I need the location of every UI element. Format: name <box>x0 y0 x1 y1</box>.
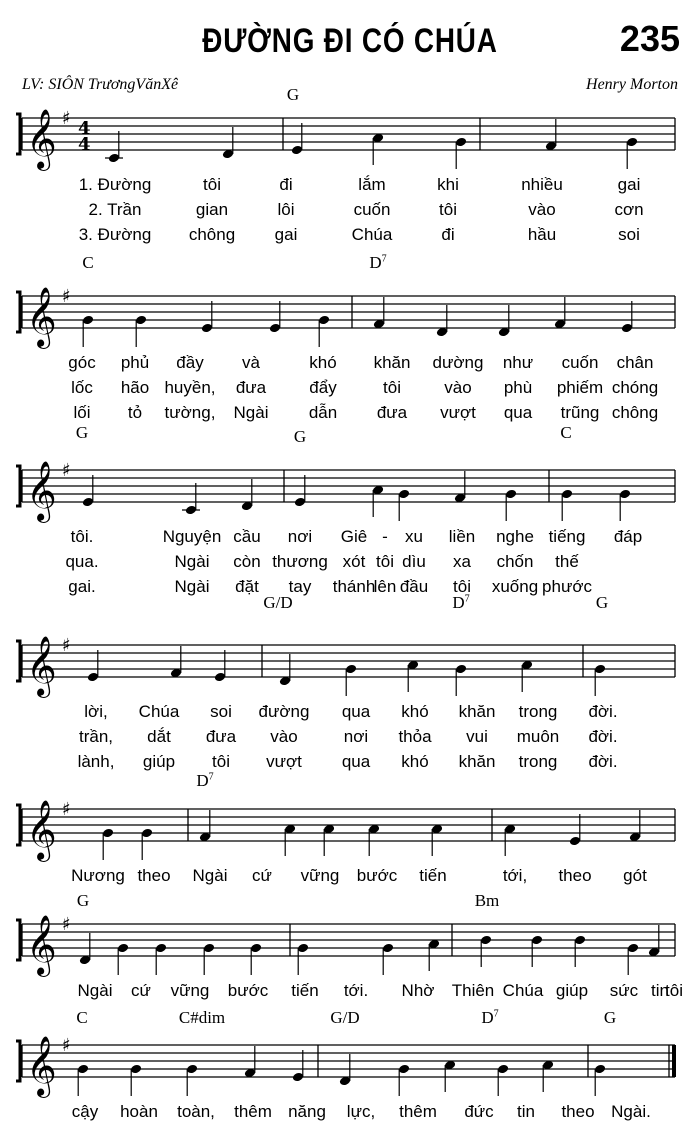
lyric-syllable: đưa <box>376 403 408 422</box>
lyric-syllable: nơi <box>287 527 313 546</box>
chord-extension: 7 <box>464 593 470 605</box>
chord-extension: 7 <box>493 1008 499 1020</box>
lyric-syllable: trong <box>518 702 558 721</box>
lyric-syllable: theo <box>137 866 171 885</box>
treble-clef-icon: 𝄞 <box>26 636 57 696</box>
chord-symbol: Bm <box>474 891 500 910</box>
system-bracket <box>16 1041 20 1081</box>
key-signature-sharp: ♯ <box>62 1035 71 1056</box>
chord-symbol: G <box>293 427 307 446</box>
lyric-syllable: trũng <box>560 403 600 422</box>
lyric-syllable: dìu <box>402 552 426 571</box>
lyric-syllable: vượt <box>266 752 302 771</box>
lyric-syllable: lôi <box>277 200 295 219</box>
lyric-syllable: lối <box>73 403 91 422</box>
lyric-syllable: giúp <box>142 752 176 771</box>
lyric-syllable: Nhờ <box>401 981 435 1000</box>
lyric-syllable: cơn <box>614 200 644 219</box>
lyric-syllable: cuốn <box>353 200 391 219</box>
lyric-syllable: nghe <box>496 527 534 546</box>
lyric-syllable: nơi <box>343 727 369 746</box>
lyric-syllable: thánh <box>332 577 376 596</box>
lyric-syllable: góc <box>68 353 96 372</box>
treble-clef-icon: 𝄞 <box>26 800 57 860</box>
lyric-syllable: chông <box>188 225 236 244</box>
lyric-syllable: đi <box>279 175 293 194</box>
system-bracket <box>16 114 20 154</box>
chord-symbol: G <box>76 891 90 910</box>
lyric-syllable: tường, <box>164 403 216 422</box>
chord-symbol: C#dim <box>178 1008 226 1027</box>
lyric-syllable: vui <box>466 727 488 746</box>
lyric-syllable: gian <box>195 200 229 219</box>
chord-extension: 7 <box>381 253 387 265</box>
lyric-syllable: huyền, <box>164 378 216 397</box>
lyric-syllable: Ngài <box>174 552 210 571</box>
lyric-syllable: Ngài <box>174 577 210 596</box>
lyric-syllable: đời. <box>588 727 618 746</box>
system-bracket <box>16 292 20 332</box>
time-signature-bottom: 4 <box>78 134 91 155</box>
lyric-syllable: tôi <box>203 175 221 194</box>
lyric-syllable: phù <box>503 378 533 397</box>
lyric-syllable: vào <box>270 727 298 746</box>
lyric-syllable: lành, <box>77 752 115 771</box>
chord-symbol: G <box>603 1008 617 1027</box>
lyric-syllable: trần, <box>78 727 114 746</box>
lyric-syllable: như <box>502 353 534 372</box>
lyric-syllable: tỏ <box>127 403 143 422</box>
lyric-syllable: năng <box>288 1102 326 1121</box>
chord-symbol: $D^7$ <box>452 593 470 612</box>
lyric-syllable: cứ <box>252 866 272 885</box>
lyric-syllable: tôi. <box>70 527 94 546</box>
chord-symbol: G <box>595 593 609 612</box>
lyric-syllable: cậy <box>71 1102 99 1121</box>
lyric-syllable: 2. Trần <box>88 200 142 219</box>
lyric-syllable: tôi <box>376 552 394 571</box>
lyric-syllable: lên <box>373 577 397 596</box>
lyric-syllable: phủ <box>120 353 150 372</box>
lyric-syllable: vào <box>528 200 556 219</box>
lyric-syllable: đẩy <box>309 378 337 397</box>
chord-symbol: G/D <box>263 593 293 612</box>
lyric-syllable: 3. Đường <box>78 225 152 244</box>
treble-clef-icon: 𝄞 <box>26 109 57 169</box>
lyric-syllable: gai <box>274 225 298 244</box>
lyric-syllable: chân <box>616 353 654 372</box>
lyric-syllable: liền <box>448 527 476 546</box>
lyric-syllable: toàn, <box>177 1102 215 1121</box>
system-bracket <box>16 920 20 960</box>
lyric-syllable: đưa <box>235 378 267 397</box>
lyric-syllable: phước <box>542 577 592 596</box>
lyric-syllable: qua <box>503 403 533 422</box>
lyric-syllable: còn <box>233 552 261 571</box>
lyric-syllable: lực, <box>346 1102 376 1121</box>
chord-symbol: $D^7$ <box>196 771 214 790</box>
lyric-syllable: và <box>242 353 260 372</box>
lyric-syllable: bước <box>356 866 398 885</box>
lyric-syllable: dẫn <box>308 403 338 422</box>
lyric-syllable: - <box>382 527 388 546</box>
chord-symbol: $D^7$ <box>481 1008 499 1027</box>
lyric-syllable: tiến <box>291 981 319 1000</box>
lyric-syllable: theo <box>558 866 592 885</box>
lyric-syllable: thương <box>272 552 328 571</box>
lyric-syllable: sức <box>609 981 639 1000</box>
lyric-syllable: hão <box>120 378 150 397</box>
key-signature-sharp: ♯ <box>62 460 71 481</box>
lyric-syllable: nhiều <box>521 175 563 194</box>
lyric-syllable: bước <box>227 981 269 1000</box>
lyric-syllable: khăn <box>373 353 411 372</box>
system-bracket <box>16 641 20 681</box>
lyric-syllable: dắt <box>147 727 171 746</box>
lyric-syllable: tôi <box>439 200 457 219</box>
lyric-syllable: tiếng <box>548 527 586 546</box>
key-signature-sharp: ♯ <box>62 108 71 129</box>
key-signature-sharp: ♯ <box>62 914 71 935</box>
song-number: 235 <box>619 18 680 59</box>
lyric-syllable: Nương <box>71 866 125 885</box>
lyric-syllable: lời, <box>84 702 108 721</box>
lyric-syllable: Giê <box>340 527 368 546</box>
lyric-syllable: soi <box>618 225 640 244</box>
lyric-syllable: cầu <box>233 527 261 546</box>
lyric-syllable: Thiên <box>451 981 495 1000</box>
lyric-syllable: Ngài. <box>611 1102 651 1121</box>
lyric-syllable: tay <box>288 577 312 596</box>
lyric-syllable: đời. <box>588 752 618 771</box>
lyric-syllable: xót <box>342 552 366 571</box>
lyric-syllable: đưa <box>205 727 237 746</box>
song-title: ĐƯỜNG ĐI CÓ CHÚA <box>202 22 498 60</box>
lyric-syllable: vào <box>444 378 472 397</box>
lyric-syllable: Chúa <box>502 981 544 1000</box>
lyric-syllable: đặt <box>235 577 259 596</box>
lyric-syllable: khó <box>401 702 429 721</box>
chord-symbol: G <box>75 423 89 442</box>
lyric-syllable: xu <box>405 527 423 546</box>
chord-symbol: C <box>560 423 572 442</box>
lyric-syllable: khó <box>401 752 429 771</box>
lyric-syllable: đi <box>441 225 455 244</box>
treble-clef-icon: 𝄞 <box>26 915 57 975</box>
lyric-syllable: xuống <box>491 577 539 596</box>
lyric-syllable: tôi <box>665 981 683 1000</box>
lyric-syllable: qua <box>341 702 371 721</box>
lyric-syllable: chốn <box>496 552 534 571</box>
lyric-syllable: theo <box>561 1102 595 1121</box>
chord-symbol: G <box>286 85 300 104</box>
lyric-syllable: 1. Đường <box>78 175 152 194</box>
lyric-syllable: gai <box>617 175 641 194</box>
key-signature-sharp: ♯ <box>62 286 71 307</box>
lyric-syllable: xa <box>453 552 471 571</box>
chord-symbol: $D^7$ <box>369 253 387 272</box>
lyric-syllable: tin <box>517 1102 535 1121</box>
lyric-syllable: tới. <box>343 981 369 1000</box>
lyric-syllable: Ngài <box>192 866 228 885</box>
lyric-syllable: qua <box>341 752 371 771</box>
lyric-syllable: phiếm <box>556 378 604 397</box>
lyric-syllable: muôn <box>516 727 560 746</box>
lyric-syllable: khăn <box>458 702 496 721</box>
lyric-syllable: tới, <box>502 866 528 885</box>
lyric-syllable: thêm <box>234 1102 272 1121</box>
chord-symbol: C <box>76 1008 88 1027</box>
lyric-syllable: thỏa <box>398 727 432 746</box>
system-bracket <box>16 466 20 506</box>
key-signature-sharp: ♯ <box>62 635 71 656</box>
lyric-syllable: khăn <box>458 752 496 771</box>
lyric-syllable: vững <box>170 981 210 1000</box>
lyric-syllable: tôi <box>212 752 230 771</box>
lyric-syllable: cứ <box>131 981 151 1000</box>
lyric-syllable: khó <box>309 353 337 372</box>
lyric-syllable: trong <box>518 752 558 771</box>
lyric-syllable: khi <box>437 175 459 194</box>
lyric-syllable: gai. <box>68 577 96 596</box>
key-signature-sharp: ♯ <box>62 799 71 820</box>
lyric-syllable: tiến <box>419 866 447 885</box>
lyric-syllable: đầu <box>399 577 429 596</box>
lyric-syllable: tin <box>651 981 669 1000</box>
lyric-syllable: hầu <box>527 225 557 244</box>
lyric-syllable: thế <box>555 552 579 571</box>
lyric-syllable: thêm <box>399 1102 437 1121</box>
time-signature-top: 4 <box>78 118 91 139</box>
lyric-syllable: cuốn <box>561 353 599 372</box>
lyric-syllable: đầy <box>176 353 204 372</box>
lyric-syllable: đường <box>258 702 310 721</box>
lyric-syllable: Chúa <box>138 702 180 721</box>
lyric-syllable: vững <box>300 866 340 885</box>
lyric-syllable: hoàn <box>120 1102 158 1121</box>
lyric-syllable: Nguyện <box>162 527 222 546</box>
lyric-syllable: chóng <box>611 378 659 397</box>
lyric-syllable: lắm <box>358 175 386 194</box>
lyric-syllable: lốc <box>71 378 93 397</box>
chord-symbol: C <box>82 253 94 272</box>
chord-symbol: G/D <box>330 1008 360 1027</box>
lyric-syllable: Ngài <box>77 981 113 1000</box>
treble-clef-icon: 𝄞 <box>26 461 57 521</box>
lyric-syllable: dường <box>432 353 484 372</box>
lyric-syllable: qua. <box>65 552 99 571</box>
system-bracket <box>16 805 20 845</box>
lyric-syllable: soi <box>210 702 232 721</box>
lyric-syllable: tôi <box>453 577 471 596</box>
treble-clef-icon: 𝄞 <box>26 1036 57 1096</box>
treble-clef-icon: 𝄞 <box>26 287 57 347</box>
lyric-syllable: đời. <box>588 702 618 721</box>
lyric-syllable: gót <box>623 866 647 885</box>
lyricist-credit: LV: SIÔN TrươngVănXê <box>22 76 179 93</box>
lyric-syllable: Ngài <box>233 403 269 422</box>
lyric-syllable: Chúa <box>351 225 393 244</box>
lyric-syllable: đức <box>464 1102 494 1121</box>
lyric-syllable: tôi <box>383 378 401 397</box>
lyric-syllable: vượt <box>440 403 476 422</box>
lyric-syllable: chông <box>611 403 659 422</box>
lyric-syllable: giúp <box>555 981 589 1000</box>
chord-extension: 7 <box>208 771 214 783</box>
composer-credit: Henry Morton <box>586 76 678 93</box>
lyric-syllable: đáp <box>613 527 643 546</box>
